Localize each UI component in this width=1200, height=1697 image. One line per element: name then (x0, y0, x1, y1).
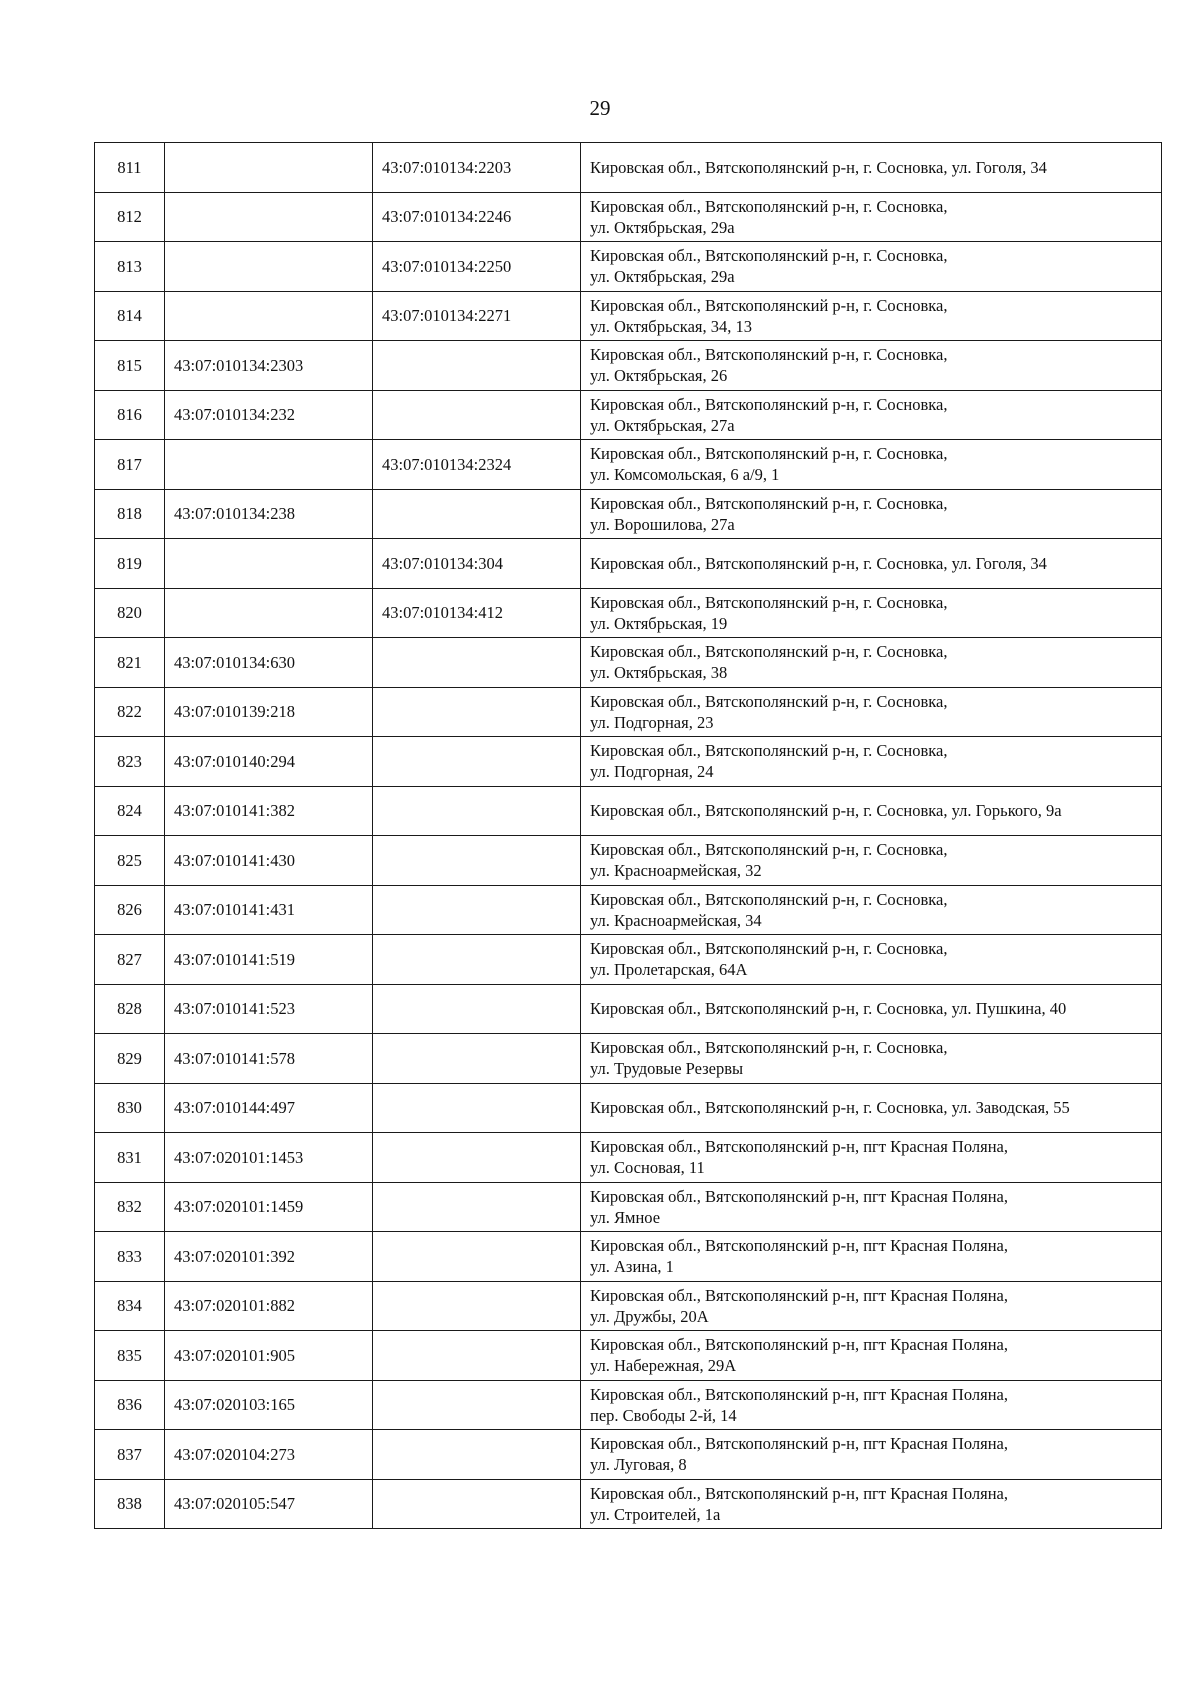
address-line: ул. Октябрьская, 26 (590, 366, 728, 386)
address-line: Кировская обл., Вятскополянский р-н, г. Сосновка, (590, 493, 948, 513)
address-cell (581, 836, 1162, 886)
new-cadastral-number-cell (373, 1331, 581, 1381)
row-number-cell: 826 (95, 885, 165, 935)
address-line: Кировская обл., Вятскополянский р-н, пгт Красная Поляна, (590, 1186, 1008, 1206)
new-cadastral-number-cell (373, 1133, 581, 1183)
address-line: Кировская обл., Вятскополянский р-н, пгт Красная Поляна, (590, 1384, 1008, 1404)
address-line: ул. Ямное (590, 1207, 661, 1227)
address-cell (581, 489, 1162, 539)
table-row (95, 539, 1162, 589)
address-line: Кировская обл., Вятскополянский р-н, пгт Красная Поляна, (590, 1137, 1008, 1157)
cadastral-number-cell (165, 588, 373, 638)
row-number-cell: 820 (95, 588, 165, 638)
row-number-cell: 828 (95, 984, 165, 1034)
address-cell (581, 984, 1162, 1034)
address-line: ул. Октябрьская, 29а (590, 267, 735, 287)
cadastral-number-cell: 43:07:020101:1453 (165, 1133, 373, 1183)
row-number-cell: 823 (95, 737, 165, 787)
row-number-cell: 827 (95, 935, 165, 985)
address-line: Кировская обл., Вятскополянский р-н, г. Сосновка, (590, 642, 948, 662)
address-cell (581, 390, 1162, 440)
address-line: Кировская обл., Вятскополянский р-н, пгт Красная Поляна, (590, 1335, 1008, 1355)
address-line: Кировская обл., Вятскополянский р-н, г. Сосновка, (590, 295, 948, 315)
row-number-cell: 830 (95, 1083, 165, 1133)
new-cadastral-number-cell (373, 885, 581, 935)
address-cell (581, 1479, 1162, 1529)
new-cadastral-number-cell (373, 786, 581, 836)
table-row (95, 1380, 1162, 1430)
address-line: Кировская обл., Вятскополянский р-н, г. Сосновка, (590, 444, 948, 464)
address-cell (581, 440, 1162, 490)
table-row (95, 192, 1162, 242)
address-cell (581, 539, 1162, 589)
new-cadastral-number-cell: 43:07:010134:2203 (373, 143, 581, 193)
cadastral-number-cell: 43:07:010141:519 (165, 935, 373, 985)
address-line: ул. Строителей, 1а (590, 1504, 721, 1524)
table-row (95, 935, 1162, 985)
row-number-cell: 811 (95, 143, 165, 193)
cadastral-number-cell: 43:07:020101:882 (165, 1281, 373, 1331)
new-cadastral-number-cell (373, 638, 581, 688)
new-cadastral-number-cell (373, 489, 581, 539)
address-cell (581, 1380, 1162, 1430)
table-row (95, 1232, 1162, 1282)
address-cell (581, 588, 1162, 638)
address-line: ул. Октябрьская, 38 (590, 663, 728, 683)
table-row (95, 1281, 1162, 1331)
cadastral-number-cell: 43:07:020104:273 (165, 1430, 373, 1480)
cadastral-number-cell (165, 242, 373, 292)
address-line: ул. Октябрьская, 29а (590, 217, 735, 237)
cadastral-number-cell: 43:07:010141:430 (165, 836, 373, 886)
new-cadastral-number-cell (373, 687, 581, 737)
address-cell (581, 242, 1162, 292)
cadastral-number-cell: 43:07:020105:547 (165, 1479, 373, 1529)
row-number-cell: 814 (95, 291, 165, 341)
table-row (95, 836, 1162, 886)
address-cell (581, 1281, 1162, 1331)
address-line: пер. Свободы 2-й, 14 (590, 1405, 737, 1425)
address-cell (581, 1034, 1162, 1084)
table-row (95, 143, 1162, 193)
new-cadastral-number-cell (373, 1281, 581, 1331)
address-cell (581, 1133, 1162, 1183)
address-cell (581, 341, 1162, 391)
address-line: Кировская обл., Вятскополянский р-н, г. Сосновка, (590, 840, 948, 860)
table-row (95, 1034, 1162, 1084)
address-line: Кировская обл., Вятскополянский р-н, пгт Красная Поляна, (590, 1236, 1008, 1256)
address-cell (581, 1331, 1162, 1381)
address-line: ул. Подгорная, 23 (590, 712, 714, 732)
address-line: ул. Дружбы, 20А (590, 1306, 709, 1326)
cadastral-number-cell (165, 440, 373, 490)
row-number-cell: 836 (95, 1380, 165, 1430)
cadastral-number-cell: 43:07:020101:392 (165, 1232, 373, 1282)
table-body (95, 143, 1162, 1529)
row-number-cell: 816 (95, 390, 165, 440)
address-line: ул. Красноармейская, 34 (590, 910, 762, 930)
new-cadastral-number-cell: 43:07:010134:2324 (373, 440, 581, 490)
address-line: Кировская обл., Вятскополянский р-н, г. Сосновка, (590, 394, 948, 414)
address-cell (581, 786, 1162, 836)
address-cell (581, 192, 1162, 242)
address-line: Кировская обл., Вятскополянский р-н, г. Сосновка, ул. Гоголя, 34 (590, 157, 1047, 177)
table-row (95, 737, 1162, 787)
address-line: ул. Подгорная, 24 (590, 762, 714, 782)
address-line: Кировская обл., Вятскополянский р-н, г. Сосновка, (590, 741, 948, 761)
row-number-cell: 815 (95, 341, 165, 391)
address-line: Кировская обл., Вятскополянский р-н, г. Сосновка, (590, 939, 948, 959)
new-cadastral-number-cell (373, 1479, 581, 1529)
cadastral-number-cell: 43:07:010134:630 (165, 638, 373, 688)
address-cell (581, 638, 1162, 688)
table-row (95, 242, 1162, 292)
table-row (95, 390, 1162, 440)
address-cell (581, 687, 1162, 737)
new-cadastral-number-cell: 43:07:010134:412 (373, 588, 581, 638)
address-line: Кировская обл., Вятскополянский р-н, пгт Красная Поляна, (590, 1483, 1008, 1503)
table-row (95, 786, 1162, 836)
address-line: Кировская обл., Вятскополянский р-н, г. Сосновка, (590, 889, 948, 909)
address-cell (581, 1232, 1162, 1282)
row-number-cell: 818 (95, 489, 165, 539)
table-row (95, 1479, 1162, 1529)
new-cadastral-number-cell: 43:07:010134:2246 (373, 192, 581, 242)
cadastral-number-cell (165, 539, 373, 589)
new-cadastral-number-cell (373, 1430, 581, 1480)
address-line: ул. Ворошилова, 27а (590, 514, 735, 534)
new-cadastral-number-cell (373, 737, 581, 787)
cadastral-number-cell: 43:07:010144:497 (165, 1083, 373, 1133)
new-cadastral-number-cell (373, 935, 581, 985)
table-row (95, 638, 1162, 688)
row-number-cell: 838 (95, 1479, 165, 1529)
table-row (95, 440, 1162, 490)
cadastral-table (94, 142, 1162, 1529)
table-row (95, 687, 1162, 737)
address-cell (581, 1182, 1162, 1232)
new-cadastral-number-cell: 43:07:010134:2250 (373, 242, 581, 292)
address-cell (581, 1430, 1162, 1480)
cadastral-number-cell: 43:07:020101:1459 (165, 1182, 373, 1232)
row-number-cell: 833 (95, 1232, 165, 1282)
cadastral-number-cell: 43:07:010134:2303 (165, 341, 373, 391)
address-cell (581, 143, 1162, 193)
cadastral-number-cell: 43:07:010134:238 (165, 489, 373, 539)
cadastral-number-cell: 43:07:020103:165 (165, 1380, 373, 1430)
cadastral-number-cell: 43:07:010141:431 (165, 885, 373, 935)
address-line: Кировская обл., Вятскополянский р-н, г. Сосновка, (590, 345, 948, 365)
address-line: ул. Азина, 1 (590, 1257, 674, 1277)
new-cadastral-number-cell (373, 1232, 581, 1282)
address-line: Кировская обл., Вятскополянский р-н, г. Сосновка, ул. Пушкина, 40 (590, 999, 1067, 1019)
address-line: ул. Луговая, 8 (590, 1455, 687, 1475)
new-cadastral-number-cell (373, 1083, 581, 1133)
table-row (95, 885, 1162, 935)
address-line: Кировская обл., Вятскополянский р-н, г. Сосновка, ул. Заводская, 55 (590, 1098, 1070, 1118)
table-row (95, 1083, 1162, 1133)
table-row (95, 291, 1162, 341)
table-row (95, 1331, 1162, 1381)
row-number-cell: 837 (95, 1430, 165, 1480)
address-line: Кировская обл., Вятскополянский р-н, г. Сосновка, (590, 1038, 948, 1058)
row-number-cell: 824 (95, 786, 165, 836)
new-cadastral-number-cell (373, 390, 581, 440)
cadastral-number-cell: 43:07:010141:382 (165, 786, 373, 836)
cadastral-number-cell: 43:07:010141:523 (165, 984, 373, 1034)
page-number: 29 (589, 96, 611, 120)
new-cadastral-number-cell (373, 984, 581, 1034)
cadastral-number-cell: 43:07:010134:232 (165, 390, 373, 440)
cadastral-number-cell (165, 192, 373, 242)
address-line: Кировская обл., Вятскополянский р-н, г. Сосновка, (590, 691, 948, 711)
address-cell (581, 737, 1162, 787)
address-line: ул. Сосновая, 11 (590, 1158, 705, 1178)
cadastral-number-cell: 43:07:010141:578 (165, 1034, 373, 1084)
table-row (95, 984, 1162, 1034)
cadastral-number-cell (165, 143, 373, 193)
new-cadastral-number-cell (373, 1380, 581, 1430)
row-number-cell: 821 (95, 638, 165, 688)
address-cell (581, 1083, 1162, 1133)
address-line: ул. Октябрьская, 19 (590, 613, 728, 633)
row-number-cell: 831 (95, 1133, 165, 1183)
address-cell (581, 291, 1162, 341)
address-line: Кировская обл., Вятскополянский р-н, пгт Красная Поляна, (590, 1434, 1008, 1454)
address-line: Кировская обл., Вятскополянский р-н, г. Сосновка, (590, 196, 948, 216)
cadastral-number-cell: 43:07:020101:905 (165, 1331, 373, 1381)
address-line: ул. Трудовые Резервы (590, 1059, 744, 1079)
address-line: ул. Красноармейская, 32 (590, 861, 762, 881)
address-cell (581, 935, 1162, 985)
address-line: ул. Пролетарская, 64А (590, 960, 748, 980)
table-row (95, 588, 1162, 638)
new-cadastral-number-cell (373, 1182, 581, 1232)
cadastral-number-cell: 43:07:010139:218 (165, 687, 373, 737)
table-row (95, 1430, 1162, 1480)
address-line: ул. Октябрьская, 34, 13 (590, 316, 752, 336)
table-row (95, 1182, 1162, 1232)
address-line: ул. Октябрьская, 27а (590, 415, 735, 435)
cadastral-number-cell (165, 291, 373, 341)
address-line: Кировская обл., Вятскополянский р-н, г. Сосновка, ул. Горького, 9а (590, 801, 1062, 821)
row-number-cell: 813 (95, 242, 165, 292)
address-line: ул. Набережная, 29А (590, 1356, 737, 1376)
table-row (95, 341, 1162, 391)
table-row (95, 489, 1162, 539)
row-number-cell: 817 (95, 440, 165, 490)
cadastral-number-cell: 43:07:010140:294 (165, 737, 373, 787)
new-cadastral-number-cell (373, 836, 581, 886)
address-line: Кировская обл., Вятскополянский р-н, г. Сосновка, ул. Гоголя, 34 (590, 553, 1047, 573)
row-number-cell: 819 (95, 539, 165, 589)
row-number-cell: 822 (95, 687, 165, 737)
address-line: Кировская обл., Вятскополянский р-н, пгт Красная Поляна, (590, 1285, 1008, 1305)
row-number-cell: 832 (95, 1182, 165, 1232)
row-number-cell: 812 (95, 192, 165, 242)
new-cadastral-number-cell (373, 341, 581, 391)
address-cell (581, 885, 1162, 935)
row-number-cell: 835 (95, 1331, 165, 1381)
address-line: Кировская обл., Вятскополянский р-н, г. Сосновка, (590, 246, 948, 266)
row-number-cell: 829 (95, 1034, 165, 1084)
row-number-cell: 825 (95, 836, 165, 886)
new-cadastral-number-cell (373, 1034, 581, 1084)
row-number-cell: 834 (95, 1281, 165, 1331)
address-line: ул. Комсомольская, 6 а/9, 1 (590, 465, 780, 485)
new-cadastral-number-cell: 43:07:010134:304 (373, 539, 581, 589)
address-line: Кировская обл., Вятскополянский р-н, г. Сосновка, (590, 592, 948, 612)
table-row (95, 1133, 1162, 1183)
new-cadastral-number-cell: 43:07:010134:2271 (373, 291, 581, 341)
